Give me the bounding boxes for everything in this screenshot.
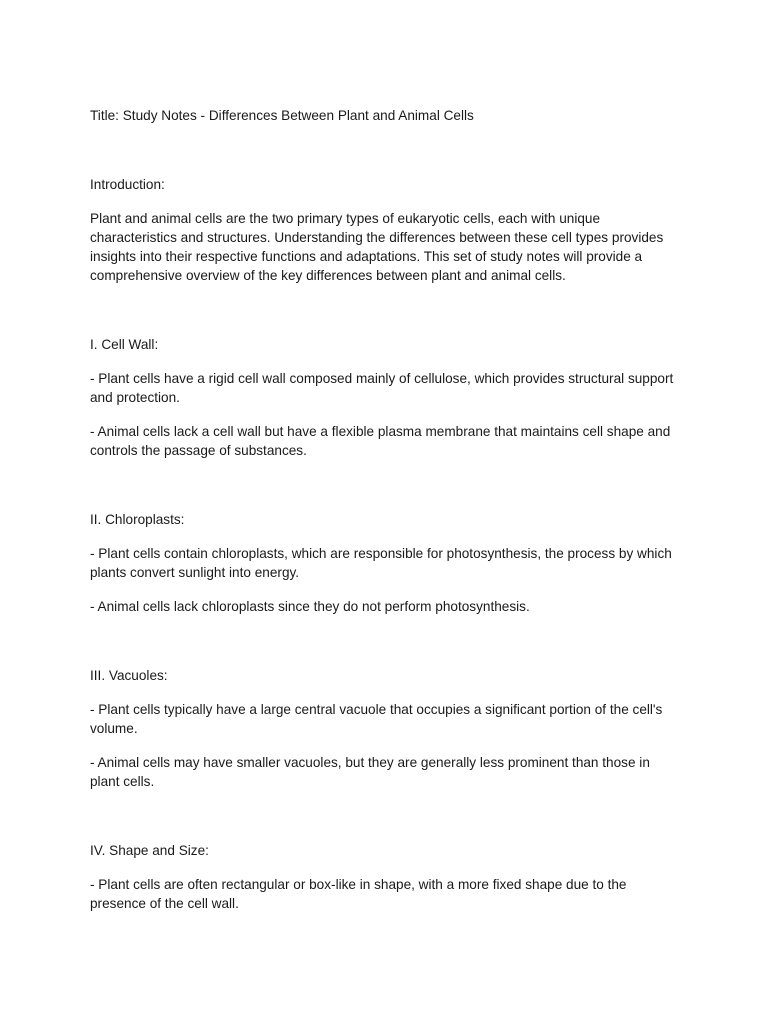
introduction-text: Plant and animal cells are the two primary types of eukaryotic cells, each with unique characteristics and structures. Understanding the differences between these cell types provides insights into their respective functions and adaptations. This set of study notes will provide a comprehensive overview of the key differences between plant and animal cells. — [90, 211, 664, 283]
section-point: - Plant cells contain chloroplasts, which are responsible for photosynthesis, the process by which plants convert sunlight into energy. — [90, 546, 672, 580]
section-heading-cell-wall: I. Cell Wall: — [90, 337, 159, 352]
introduction-heading: Introduction: — [90, 177, 165, 192]
section-point: - Plant cells typically have a large central vacuole that occupies a significant portion of the cell's volume. — [90, 702, 663, 736]
section-heading-shape-size: IV. Shape and Size: — [90, 843, 209, 858]
section-heading-chloroplasts: II. Chloroplasts: — [90, 512, 185, 527]
section-heading-vacuoles: III. Vacuoles: — [90, 668, 168, 683]
section-point: - Animal cells lack a cell wall but have a flexible plasma membrane that maintains cell shape and controls the passage of substances. — [90, 424, 671, 458]
document-page — [90, 106, 680, 928]
document-title: Title: Study Notes - Differences Between Plant and Animal Cells — [90, 108, 474, 123]
section-point: - Animal cells lack chloroplasts since they do not perform photosynthesis. — [90, 599, 530, 614]
section-point: - Animal cells may have smaller vacuoles, but they are generally less prominent than those in plant cells. — [90, 755, 650, 789]
section-point: - Plant cells are often rectangular or box-like in shape, with a more fixed shape due to the presence of the cell wall. — [90, 877, 627, 911]
section-point: - Plant cells have a rigid cell wall composed mainly of cellulose, which provides structural support and protection. — [90, 371, 674, 405]
